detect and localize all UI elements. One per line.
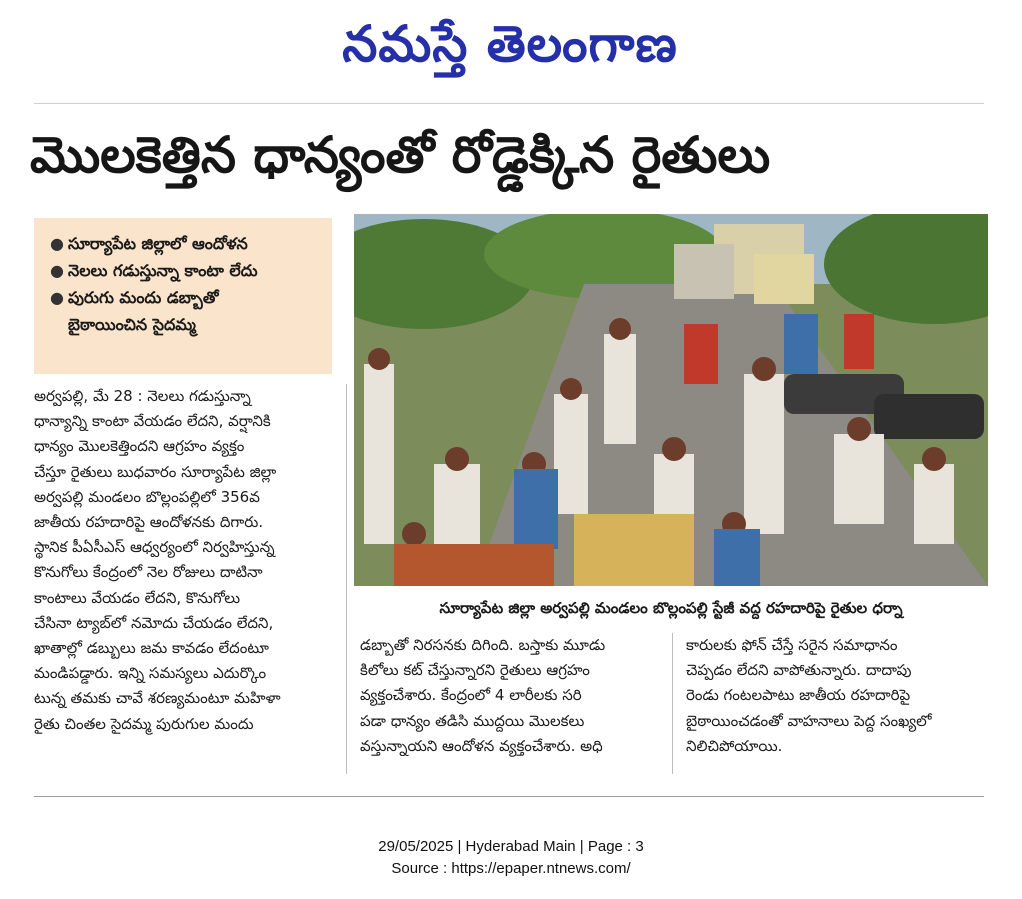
article-line: ధాన్యాన్ని కాంటా వేయడం లేదని, వర్షానికి: [34, 412, 271, 431]
highlight-item: [50, 284, 322, 311]
article-column-1: [34, 384, 336, 737]
news-photo: [354, 214, 988, 586]
article-line: మండిపడ్డారు. ఇన్ని సమస్యలు ఎదుర్కొం: [34, 664, 267, 683]
article-line: చేస్తూ రైతులు బుధవారం సూర్యాపేట జిల్లా: [34, 462, 277, 481]
highlight-item: [50, 257, 322, 284]
article-line: వస్తున్నాయని ఆందోళన వ్యక్తంచేశారు. అధి: [360, 736, 603, 755]
highlight-text: నెలలు గడుస్తున్నా కాంటా లేదు: [68, 261, 258, 280]
masthead-logo: నమస్తే తెలంగాణ: [342, 14, 678, 73]
article-line: కాంటాలు వేయడం లేదని, కొనుగోలు: [34, 588, 241, 607]
article-column-2: [360, 633, 660, 759]
highlight-text: బైఠాయించిన సైదమ్మ: [68, 315, 196, 334]
article-line: డబ్బాతో నిరసనకు దిగింది. బస్తాకు మూడు: [360, 636, 606, 654]
article-line: కారులకు ఫోన్ చేస్తే సరైన సమాధానం: [686, 636, 898, 654]
bullet-icon: [50, 311, 68, 338]
article-line: కొనుగోలు కేంద్రంలో నెల రోజులు దాటినా: [34, 563, 263, 582]
article-line: జాతీయ రహదారిపై ఆందోళనకు దిగారు.: [34, 513, 264, 532]
column-divider: [346, 384, 347, 774]
headline: మొలకెత్తిన ధాన్యంతో రోడ్డెక్కిన రైతులు: [30, 126, 771, 184]
article-line: బైఠాయించడంతో వాహనాలు పెద్ద సంఖ్యలో: [686, 711, 932, 730]
bullet-icon: ●: [50, 288, 64, 307]
article-line: పడా ధాన్యం తడిసి ముద్దయి మొలకలు: [360, 711, 585, 730]
article-line: అర్వపల్లి, మే 28 : నెలలు గడుస్తున్నా: [34, 387, 251, 405]
footer-date-edition: 29/05/2025 | Hyderabad Main | Page : 3: [378, 838, 644, 855]
photo-caption: సూర్యాపేట జిల్లా అర్వపల్లి మండలం బొల్లంపల్లి స్టేజీ వద్ద రహదారిపై రైతుల ధర్నా: [439, 599, 903, 617]
highlight-text: సూర్యాపేట జిల్లాలో ఆందోళన: [68, 234, 248, 253]
article-line: రైతు చింతల సైదమ్మ పురుగుల మందు: [34, 714, 254, 733]
article-line: టున్న తమకు చావే శరణ్యమంటూ మహిళా: [34, 689, 281, 708]
highlight-item: [50, 230, 322, 257]
article-line: కిలోలు కట్ చేస్తున్నారని రైతులు ఆగ్రహం: [360, 661, 590, 680]
article-line: అర్వపల్లి మండలం బొల్లంపల్లిలో 356వ: [34, 487, 260, 506]
highlights-box: [34, 218, 332, 374]
article-line: స్థానిక పీఏసీఎస్ ఆధ్వర్యంలో నిర్వహిస్తున్న: [34, 538, 275, 557]
article-line: ఖాతాల్లో డబ్బులు జమ కావడం లేదంటూ: [34, 639, 269, 658]
bullet-icon: ●: [50, 261, 64, 280]
article-line: ధాన్యం మొలకెత్తిందని ఆగ్రహం వ్యక్తం: [34, 437, 245, 456]
column-divider: [672, 633, 673, 774]
footer: [0, 836, 1022, 880]
highlight-text: పురుగు మందు డబ్బాతో: [68, 288, 219, 307]
farmers-protest-photo: [354, 214, 988, 586]
bullet-icon: ●: [50, 234, 64, 253]
article-line: చెప్పడం లేదని వాపోతున్నారు. దాదాపు: [686, 661, 912, 680]
article-column-3: [686, 633, 986, 759]
article-line: వ్యక్తంచేశారు. కేంద్రంలో 4 లారీలకు సరి: [360, 686, 582, 705]
bottom-rule: [34, 796, 984, 797]
article-line: చేసినా ట్యాబ్‌లో నమోదు చేయడం లేదని,: [34, 613, 274, 632]
top-rule: [34, 103, 984, 104]
article-line: రెండు గంటలపాటు జాతీయ రహదారిపై: [686, 686, 911, 705]
footer-source: Source : https://epaper.ntnews.com/: [391, 860, 631, 877]
article-line: నిలిచిపోయాయి.: [686, 736, 783, 755]
highlight-item: [50, 311, 322, 338]
